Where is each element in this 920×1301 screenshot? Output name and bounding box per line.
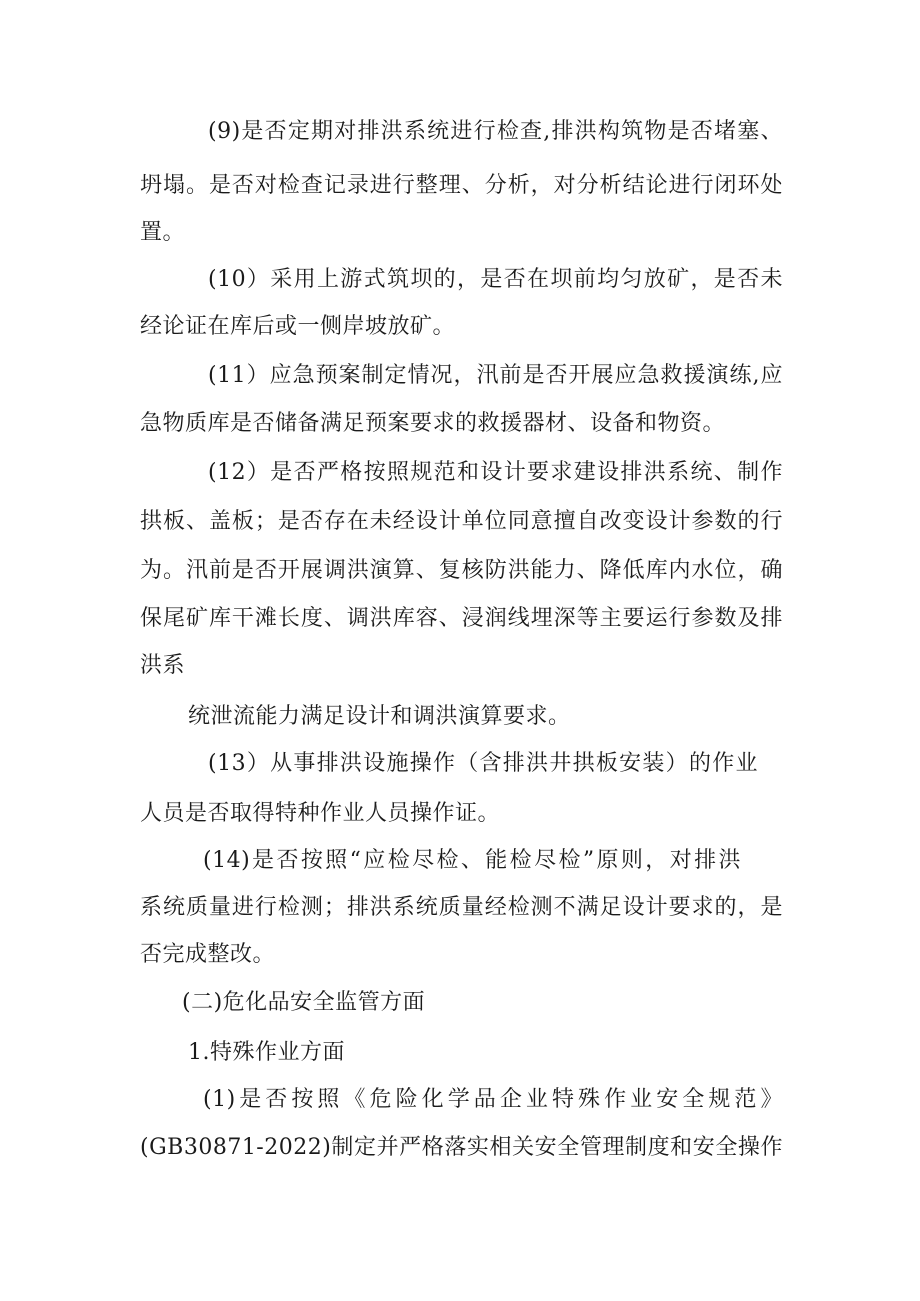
- paragraph-line: 统泄流能力满足设计和调洪演算要求。: [188, 704, 571, 729]
- paragraph-line: (12）是否严格按照规范和设计要求建设排洪系统、制作: [208, 460, 783, 485]
- paragraph-line: 系统质量进行检测；排洪系统质量经检测不满足设计要求的，是: [140, 895, 783, 920]
- paragraph-line: 经论证在库后或一侧岸坡放矿。: [140, 314, 456, 339]
- paragraph-line: 坍塌。是否对检查记录进行整理、分析，对分析结论进行闭环处: [140, 173, 783, 198]
- paragraph-line: (9)是否定期对排洪系统进行检查,排洪构筑物是否堵塞、: [208, 119, 783, 144]
- paragraph-line: (10）采用上游式筑坝的，是否在坝前均匀放矿，是否未: [208, 267, 783, 292]
- paragraph-line: 人员是否取得特种作业人员操作证。: [140, 801, 501, 826]
- paragraph-line: 否完成整改。: [140, 942, 276, 967]
- paragraph-line: 洪系: [140, 653, 186, 678]
- paragraph-line: 急物质库是否储备满足预案要求的救援器材、设备和物资。: [140, 411, 726, 436]
- paragraph-line: (1)是否按照《危险化学品企业特殊作业安全规范》: [203, 1087, 783, 1112]
- paragraph-line: (GB30871-2022)制定并严格落实相关安全管理制度和安全操作: [140, 1135, 783, 1160]
- paragraph-line: 为。汛前是否开展调洪演算、复核防洪能力、降低库内水位，确: [140, 558, 783, 583]
- paragraph-line: 置。: [140, 220, 186, 245]
- subsection-heading: 1.特殊作业方面: [188, 1040, 345, 1065]
- paragraph-line: (13）从事排洪设施操作（含排洪井拱板安装）的作业: [208, 751, 758, 776]
- paragraph-line: (11）应急预案制定情况，汛前是否开展应急救援演练,应: [208, 363, 783, 388]
- paragraph-line: 拱板、盖板；是否存在未经设计单位同意擅自改变设计参数的行: [140, 509, 783, 534]
- section-heading: (二)危化品安全监管方面: [182, 990, 426, 1015]
- paragraph-line: (14)是否按照“应检尽检、能检尽检”原则，对排洪: [203, 848, 741, 873]
- paragraph-line: 保尾矿库干滩长度、调洪库容、浸润线埋深等主要运行参数及排: [140, 606, 783, 631]
